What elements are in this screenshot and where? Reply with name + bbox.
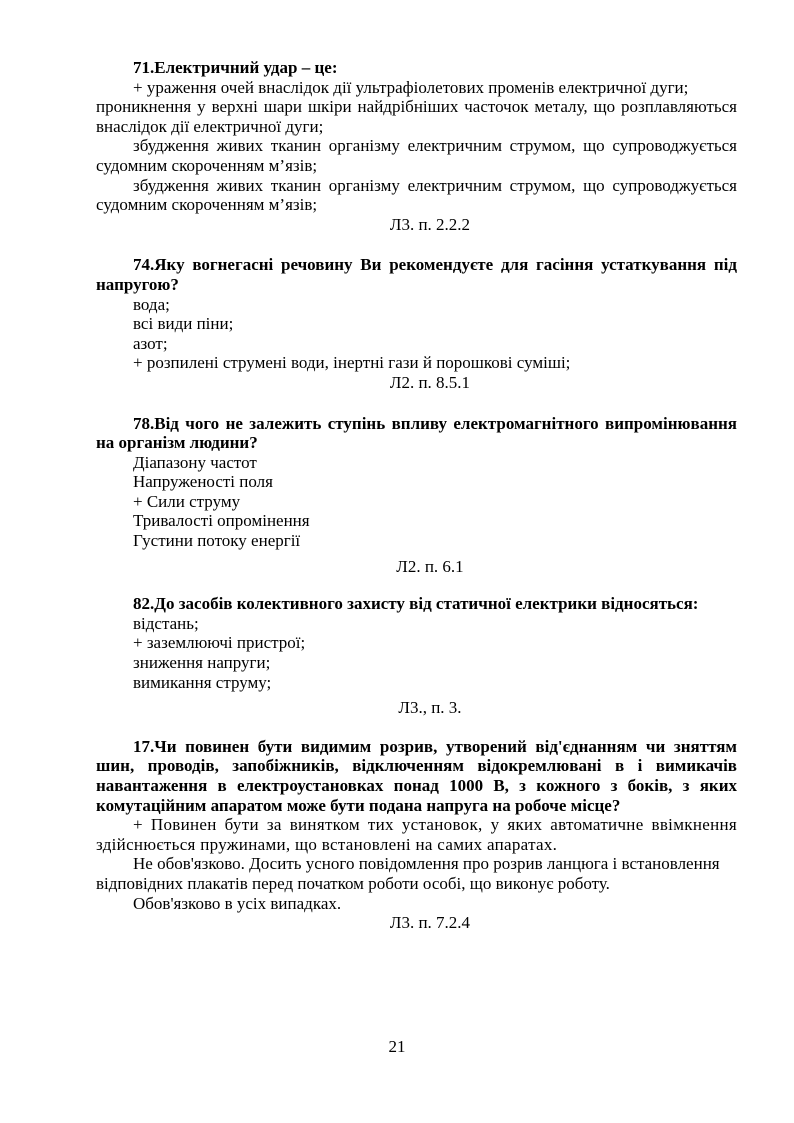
answer-option: вимикання струму; xyxy=(133,672,272,692)
answer-option: Діапазону частот xyxy=(133,452,257,472)
question-17 xyxy=(96,737,737,933)
question-title: 74.Яку вогнегасні речовину Ви рекомендуєте для гасіння устаткування під напругою? xyxy=(96,255,737,294)
answer-option: Не обов'язково. Досить усного повідомлення про розрив ланцюга і встановлення відповідних плакатів перед початком роботи особі, що виконує роботу. xyxy=(96,854,720,893)
question-title: 82.До засобів колективного захисту від статичної електрики відносяться: xyxy=(133,594,699,614)
answer-option: збудження живих тканин організму електричним струмом, що супроводжується судомним скороченням м’язів; xyxy=(96,136,737,175)
page-number: 21 xyxy=(388,1037,406,1056)
answer-option: + заземлюючі пристрої; xyxy=(133,633,306,653)
question-title: 71.Електричний удар – це: xyxy=(133,58,338,77)
reference: Л3. п. 7.2.4 xyxy=(389,913,471,933)
question-title: 17.Чи повинен бути видимим розрив, утворений від'єднанням чи зняттям шин, проводів, запобіжників, відключенням відокремлювані в і вимикачів навантаження в електроустановках понад 1000 В, з кожного з боків, з яких комутаційним апаратом може бути подана напруга на робоче місце? xyxy=(96,736,737,815)
answer-option: азот; xyxy=(133,333,168,353)
question-74 xyxy=(96,255,737,392)
answer-option: + Сили струму xyxy=(133,491,241,511)
answer-option: всі види піни; xyxy=(133,314,234,334)
answer-option: вода; xyxy=(133,294,170,314)
answer-option: Тривалості опромінення xyxy=(133,511,310,531)
question-82 xyxy=(96,594,737,718)
answer-option: + розпилені струмені води, інертні гази й порошкові суміші; xyxy=(133,353,571,373)
document-page xyxy=(96,58,737,933)
answer-option: зниження напруги; xyxy=(133,653,271,673)
answer-option: відстань; xyxy=(133,613,199,633)
answer-option: + Повинен бути за винятком тих установок, у яких автоматичне ввімкнення здійснюється пружинами, що встановлені на самих апаратах. xyxy=(96,815,737,854)
answer-option: + ураження очей внаслідок дії ультрафіолетових променів електричної дуги; xyxy=(133,77,689,97)
reference: Л2. п. 8.5.1 xyxy=(389,372,471,392)
question-71 xyxy=(96,58,737,234)
answer-option: Густини потоку енергії xyxy=(133,531,301,551)
answer-option: проникнення у верхні шари шкіри найдрібніших часточок металу, що розплавляються внаслідок дії електричної дуги; xyxy=(96,97,737,136)
answer-option: збудження живих тканин організму електричним струмом, що супроводжується судомним скороченням м’язів; xyxy=(96,175,737,215)
answer-option: Обов'язково в усіх випадках. xyxy=(133,893,342,913)
question-title: 78.Від чого не залежить ступінь впливу електромагнітного випромінювання на організм людини? xyxy=(96,413,737,453)
reference: Л2. п. 6.1 xyxy=(396,556,464,576)
answer-option: Напруженості поля xyxy=(133,472,273,492)
reference: Л3., п. 3. xyxy=(398,698,462,718)
reference: Л3. п. 2.2.2 xyxy=(389,214,471,234)
question-78 xyxy=(96,414,737,577)
